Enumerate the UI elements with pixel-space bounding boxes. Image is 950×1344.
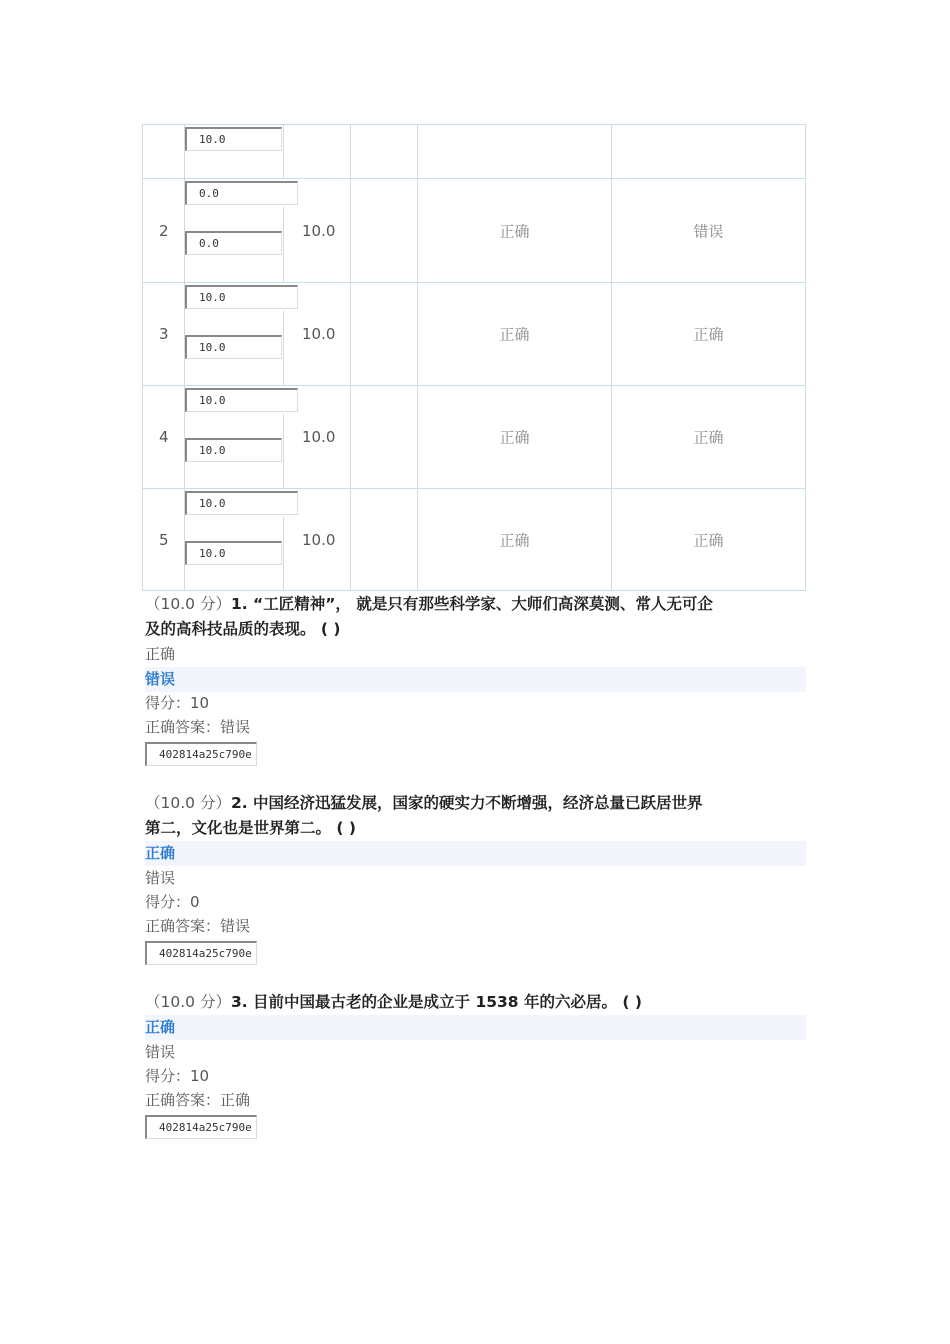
question-3	[145, 990, 807, 1139]
question-points: （10.0 分）	[145, 794, 231, 812]
question-id-field[interactable]: 402814a25c790e	[145, 742, 257, 766]
answer-line: 正确答案：错误	[145, 917, 251, 935]
score-input[interactable]: 10.0	[185, 388, 298, 412]
answer-value: 正确	[220, 1091, 251, 1109]
question-number: 2.	[230, 794, 248, 812]
row-answer-b: 正确	[693, 531, 724, 550]
score-input[interactable]: 10.0	[185, 491, 298, 515]
answer-value: 错误	[220, 917, 251, 935]
row-total: 10.0	[302, 222, 336, 240]
table-row	[143, 125, 805, 178]
score-input[interactable]: 0.0	[185, 181, 298, 205]
score-input[interactable]: 10.0	[185, 438, 282, 462]
row-total: 10.0	[302, 325, 336, 343]
question-text-cont: 及的高科技品质的表现。 ( )	[145, 620, 341, 638]
row-total: 10.0	[302, 531, 336, 549]
row-answer-a: 正确	[499, 325, 530, 344]
row-answer-b: 错误	[693, 222, 724, 241]
row-answer-b: 正确	[693, 325, 724, 344]
row-answer-b: 正确	[693, 428, 724, 447]
question-number: 3.	[230, 993, 248, 1011]
score-line: 得分：10	[145, 1067, 210, 1085]
option-false[interactable]: 错误	[145, 667, 806, 692]
row-total: 10.0	[302, 428, 336, 446]
option-true[interactable]: 正确	[145, 841, 806, 866]
option-false[interactable]: 错误	[145, 869, 176, 887]
table-row	[143, 488, 805, 590]
question-title	[145, 990, 807, 1015]
option-true[interactable]: 正确	[145, 645, 176, 663]
score-input[interactable]: 10.0	[185, 541, 282, 565]
row-number: 2	[159, 222, 169, 240]
question-1	[145, 592, 807, 766]
row-number: 4	[159, 428, 169, 446]
question-text-cont: 第二，文化也是世界第二。 ( )	[145, 819, 356, 837]
score-line: 得分：0	[145, 893, 200, 911]
table-row	[143, 385, 805, 488]
question-title	[145, 592, 807, 617]
score-input[interactable]: 0.0	[185, 231, 282, 255]
table-row	[143, 178, 805, 282]
answer-line: 正确答案：错误	[145, 718, 251, 736]
question-points: （10.0 分）	[145, 595, 231, 613]
question-id-field[interactable]: 402814a25c790e	[145, 1115, 257, 1139]
score-value: 10	[190, 1067, 210, 1085]
row-number: 3	[159, 325, 169, 343]
score-value: 0	[190, 893, 200, 911]
row-answer-a: 正确	[499, 428, 530, 447]
option-false[interactable]: 错误	[145, 1043, 176, 1061]
row-answer-a: 正确	[499, 222, 530, 241]
answer-line: 正确答案：正确	[145, 1091, 251, 1109]
question-id-field[interactable]: 402814a25c790e	[145, 941, 257, 965]
question-number: 1.	[230, 595, 248, 613]
score-table	[142, 124, 806, 591]
score-line: 得分：10	[145, 694, 210, 712]
question-2	[145, 791, 807, 965]
question-points: （10.0 分）	[145, 993, 231, 1011]
score-input[interactable]: 10.0	[185, 335, 282, 359]
row-answer-a: 正确	[499, 531, 530, 550]
answer-value: 错误	[220, 718, 251, 736]
option-true[interactable]: 正确	[145, 1015, 806, 1040]
row-number: 5	[159, 531, 169, 549]
table-row	[143, 282, 805, 385]
question-text: 目前中国最古老的企业是成立于 1538 年的六必居。 ( )	[253, 993, 642, 1011]
score-value: 10	[190, 694, 210, 712]
score-input[interactable]: 10.0	[185, 285, 298, 309]
question-text: 中国经济迅猛发展，国家的硬实力不断增强，经济总量已跃居世界	[253, 794, 703, 812]
score-input[interactable]: 10.0	[185, 127, 282, 151]
question-title	[145, 791, 807, 816]
question-text: “工匠精神”， 就是只有那些科学家、大师们高深莫测、常人无可企	[253, 595, 713, 613]
